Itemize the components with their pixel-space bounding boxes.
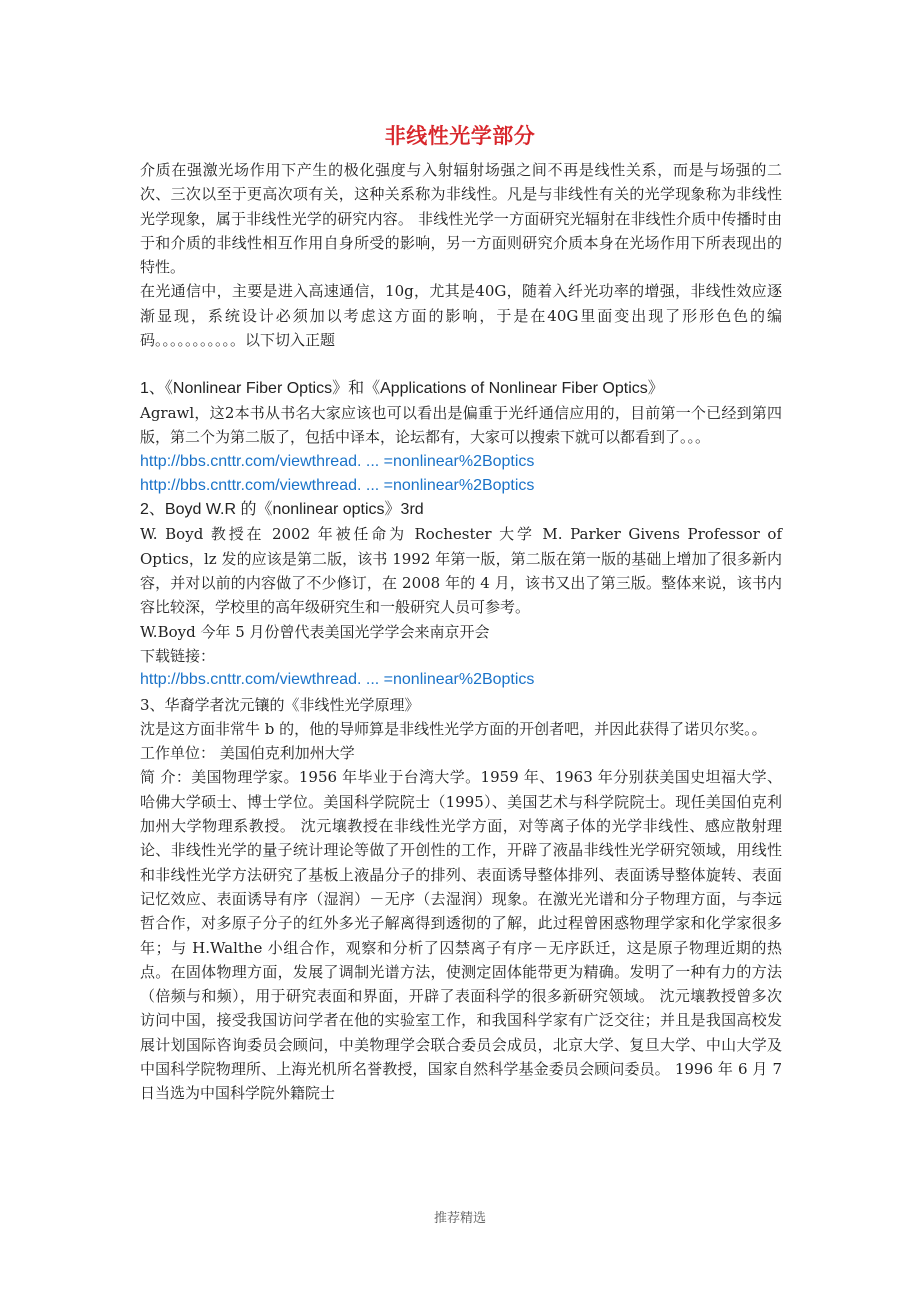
item2-text: W. Boyd 教授在 2002 年被任命为 Rochester 大学 M. Parker Givens Professor of Optics，lz 发的应该是第二版，该书 1992 年第一版，第二版在第一版的基础上增加了很多新内容，并对以前的内容做了不少修订，在 2008 年的 4 月，该书又出了第三版。整体来说，该书内容比较深，学校里的高年级研究生和一般研究人员可参考。	[140, 525, 782, 617]
item1-link-1[interactable]: http://bbs.cnttr.com/viewthread. ... =nonlinear%2Boptics	[140, 452, 535, 470]
intro-paragraph-1: 介质在强激光场作用下产生的极化强度与入射辐射场强之间不再是线性关系，而是与场强的二次、三次以至于更高次项有关，这种关系称为非线性。凡是与非线性有关的光学现象称为非线性光学现象，属于非线性光学的研究内容。 非线性光学一方面研究光辐射在非线性介质中传播时由于和介质的非线性相互作用自身所受的影响，另一方面则研究介质本身在光场作用下所表现出的特性。	[140, 161, 782, 277]
item3-bio: 简 介：美国物理学家。1956 年毕业于台湾大学。1959 年、1963 年分别获美国史坦福大学、哈佛大学硕士、博士学位。美国科学院院士（1995）、美国艺术与科学院院士。现任美国伯克利加州大学物理系教授。 沈元壤教授在非线性光学方面，对等离子体的光学非线性、感应散射理论、非线性光学的量子统计理论等做了开创性的工作，开辟了液晶非线性光学研究领域，用线性和非线性光学方法研究了基板上液晶分子的排列、表面诱导整体排列、表面诱导整体旋转、表面记忆效应、表面诱导有序（湿润）－无序（去湿润）现象。在激光光谱和分子物理方面，与李远哲合作，对多原子分子的红外多光子解离得到透彻的了解，此过程曾困惑物理学家和化学家很多年；与 H.Walthe 小组合作，观察和分析了囚禁离子有序－无序跃迁，这是原子物理近期的热点。在固体物理方面，发展了调制光谱方法，使测定固体能带更为精确。发明了一种有力的方法（倍频与和频），用于研究表面和界面，开辟了表面科学的很多新研究领域。 沈元壤教授曾多次访问中国，接受我国访问学者在他的实验室工作，和我国科学家有广泛交往；并且是我国高校发展计划国际咨询委员会顾问，中美物理学会联合委员会成员，北京大学、复旦大学、中山大学及中国科学院物理所、上海光机所名誉教授，国家自然科学基金委员会顾问委员。 1996 年 6 月 7 日当选为中国科学院外籍院士	[140, 768, 782, 1103]
page-footer: 推荐精选	[433, 1211, 486, 1226]
item1-text: Agrawl，这2本书从书名大家应该也可以看出是偏重于光纤通信应用的，目前第一个已经到第四版，第二个为第二版了，包括中译本，论坛都有，大家可以搜索下就可以都看到了。。。	[140, 403, 782, 447]
item3-unit: 工作单位： 美国伯克利加州大学	[140, 744, 355, 763]
item3-text: 沈是这方面非常牛 b 的，他的导师算是非线性光学方面的开创者吧，并因此获得了诺贝尔奖。。	[140, 719, 767, 738]
document-body	[140, 158, 782, 1106]
item1-heading: 1、《Nonlinear Fiber Optics》和《Applications of Nonlinear Fiber Optics》	[140, 379, 664, 397]
item2-heading: 2、Boyd W.R 的《nonlinear optics》3rd	[140, 501, 424, 519]
intro-paragraph-2: 在光通信中，主要是进入高速通信，10g，尤其是40G，随着入纤光功率的增强，非线性效应逐渐显现，系统设计必须加以考虑这方面的影响，于是在40G里面变出现了形形色色的编码。。。。。。。。。。。以下切入正题	[140, 282, 782, 350]
item2-link[interactable]: http://bbs.cnttr.com/viewthread. ... =nonlinear%2Boptics	[140, 671, 535, 689]
spacer	[140, 352, 782, 376]
item3-heading: 3、华裔学者沈元镶的《非线性光学原理》	[140, 695, 420, 714]
item2-download-label: 下载链接：	[140, 646, 216, 665]
item2-note: W.Boyd 今年 5 月份曾代表美国光学学会来南京开会	[140, 622, 490, 641]
page-title: 非线性光学部分	[384, 124, 536, 148]
item1-link-2[interactable]: http://bbs.cnttr.com/viewthread. ... =nonlinear%2Boptics	[140, 476, 535, 494]
